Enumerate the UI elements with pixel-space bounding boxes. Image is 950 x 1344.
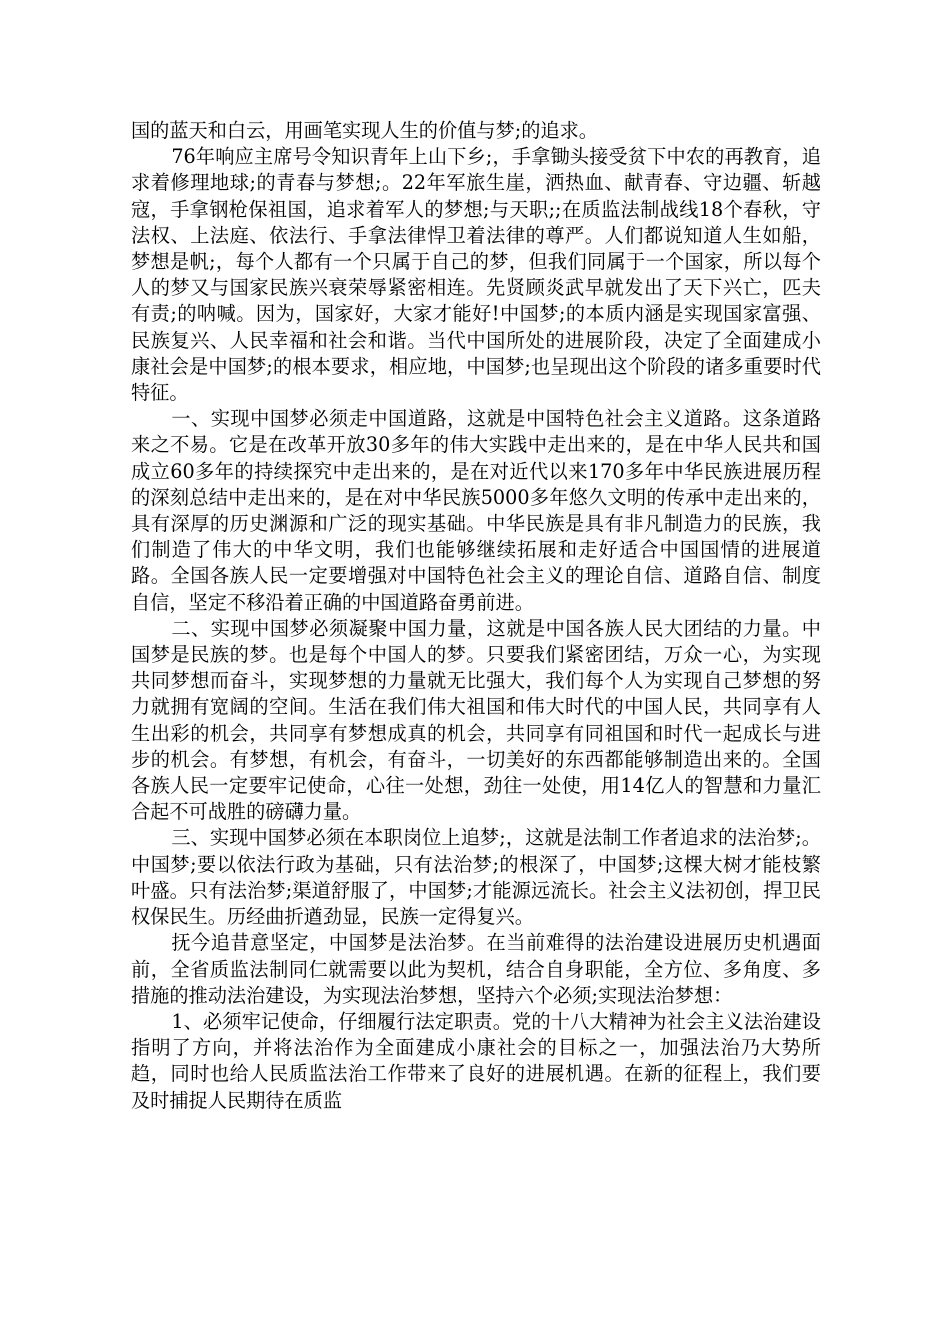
document-body [131,118,821,1114]
paragraph-rule-of-law-dream: 三、实现中国梦必须在本职岗位上追梦;，这就是法制工作者追求的法治梦;。中国梦;要以依法行政为基础，只有法治梦;的根深了，中国梦;这棵大树才能枝繁叶盛。只有法治梦;渠道舒服了，中国梦;才能源远流长。社会主义法初创，捍卫民权保民生。历经曲折遒劲显，民族一定得复兴。 [131,826,821,929]
paragraph-six-musts: 抚今追昔意坚定，中国梦是法治梦。在当前难得的法治建设进展历史机遇面前，全省质监法制同仁就需要以此为契机，结合自身职能，全方位、多角度、多措施的推动法治建设，为实现法治梦想，坚持六个必须;实现法治梦想： [131,931,821,1007]
paragraph-personal-dream: 76年响应主席号令知识青年上山下乡;，手拿锄头接受贫下中农的再教育，追求着修理地球;的青春与梦想;。22年军旅生崖，洒热血、献青春、守边疆、斩越寇，手拿钢枪保祖国，追求着军人的梦想;与天职;;在质监法制战线18个春秋，守法权、上法庭、依法行、手拿法律悍卫着法律的尊严。人们都说知道人生如船，梦想是帆;，每个人都有一个只属于自己的梦，但我们同属于一个国家，所以每个人的梦又与国家民族兴衰荣辱紧密相连。先贤顾炎武早就发出了天下兴亡，匹夫有责;的呐喊。因为，国家好，大家才能好!中国梦;的本质内涵是实现国家富强、民族复兴、人民幸福和社会和谐。当代中国所处的进展阶段，决定了全面建成小康社会是中国梦;的根本要求，相应地，中国梦;也呈现出这个阶段的诸多重要时代特征。 [131,145,821,405]
paragraph-chinese-road: 一、实现中国梦必须走中国道路，这就是中国特色社会主义道路。这条道路来之不易。它是在改革开放30多年的伟大实践中走出来的，是在中华人民共和国成立60多年的持续探究中走出来的，是在对近代以来170多年中华民族进展历程的深刻总结中走出来的，是在对中华民族5000多年悠久文明的传承中走出来的，具有深厚的历史渊源和广泛的现实基础。中华民族是具有非凡制造力的民族，我们制造了伟大的中华文明，我们也能够继续拓展和走好适合中国国情的进展道路。全国各族人民一定要增强对中国特色社会主义的理论自信、道路自信、制度自信，坚定不移沿着正确的中国道路奋勇前进。 [131,407,821,614]
paragraph-chinese-strength: 二、实现中国梦必须凝聚中国力量，这就是中国各族人民大团结的力量。中国梦是民族的梦。也是每个中国人的梦。只要我们紧密团结，万众一心，为实现共同梦想而奋斗，实现梦想的力量就无比强大，我们每个人为实现自己梦想的努力就拥有宽阔的空间。生活在我们伟大祖国和伟大时代的中国人民，共同享有人生出彩的机会，共同享有梦想成真的机会，共同享有同祖国和时代一起成长与进步的机会。有梦想，有机会，有奋斗，一切美好的东西都能够制造出来的。全国各族人民一定要牢记使命，心往一处想，劲往一处使，用14亿人的智慧和力量汇合起不可战胜的磅礴力量。 [131,616,821,824]
paragraph-must-one: 1、必须牢记使命，仔细履行法定职责。党的十八大精神为社会主义法治建设指明了方向，并将法治作为全面建成小康社会的目标之一，加强法治乃大势所趋，同时也给人民质监法治工作带来了良好的进展机遇。在新的征程上，我们要及时捕捉人民期待在质监 [131,1009,821,1112]
paragraph-continuation: 国的蓝天和白云，用画笔实现人生的价值与梦;的追求。 [131,119,598,142]
